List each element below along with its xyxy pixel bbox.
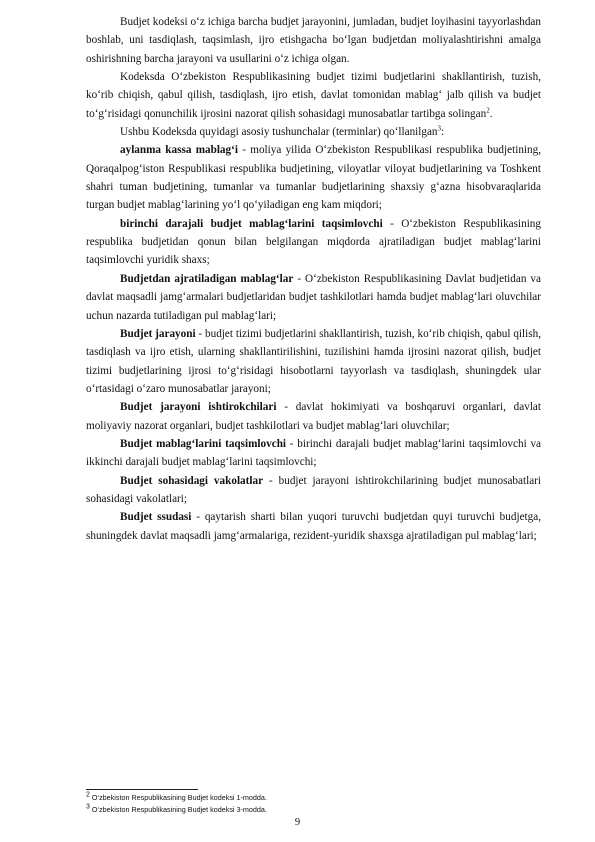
paragraph-text: Kodeksda O‘zbekiston Respublikasining budjet tizimi budjetlarini shakllantirish, tuzish, ko‘rib chiqish, qabul qilish, tasdiqlash, ijro etish, davlat tomonidan mablag‘ jalb qilish va budjet to‘g‘risidagi qonunchilik ijrosini nazorat qilish sohasidagi munosabatlar tartibga solingan [86,71,541,120]
definition-term: Budjet sohasidagi vakolatlar [120,474,264,487]
footnote-divider [86,789,198,790]
footnote-ref[interactable]: 3 [437,124,442,133]
definition-term: Budjet ssudasi [120,511,192,524]
definition-term: birinchi darajali budjet mablag‘larini taqsimlovchi [120,217,383,230]
definition-sohadagi-vakolatlar [86,472,541,509]
paragraph-tail: . [489,107,493,120]
definition-term: Budjet mablag‘larini taqsimlovchi [120,437,287,450]
definition-text: - birinchi darajali budjet mablag‘larini taqsimlovchi va ikkinchi darajali budjet mablag‘larini taqsimlovchi; [86,437,541,469]
definition-text: - O‘zbekiston Respublikasining respublika budjetidan qonun bilan belgilangan miqdorda ajratiladigan budjet mablag‘larini taqsimlovchi yuridik shaxs; [86,217,541,267]
definition-jarayon-ishtirokchilari [86,398,541,435]
footnote-mark: 2 [86,791,90,799]
footnote-2 [86,792,541,804]
footnote-text: O‘zbekiston Respublikasining Budjet kodeksi 3-modda. [89,804,267,814]
paragraph-tail: : [441,126,445,139]
footnote-text: O‘zbekiston Respublikasining Budjet kodeksi 1-modda. [89,793,267,802]
page-number: 9 [294,817,301,828]
definition-text: - O‘zbekiston Respublikasining Davlat budjetidan va davlat maqsadli jamg‘armalari budjetlaridan budjet tashkilotlari hamda budjet mablag‘lari oluvchilar uchun nazarda tutiladigan pul mablag‘lari; [86,272,541,322]
definition-budjetdan-ajratiladigan [86,270,541,325]
footnotes [86,792,541,815]
definition-text: - budjet tizimi budjetlarini shakllantirish, tuzish, ko‘rib chiqish, qabul qilish, tasdiqlash va ijro etish, ularning shakllantirilishini, tuzilishini hamda ijrosini nazorat qilish, budjet tizimi budjetlarining ijrosi to‘g‘risidagi hisobotlarni tayyorlash va tasdiqlash, shuningdek ular o‘rtasidagi o‘zaro munosabatlar jarayoni; [86,327,542,395]
definition-text: - qaytarish sharti bilan yuqori turuvchi budjetdan quyi turuvchi budjetga, shuningdek davlat maqsadli jamg‘armalariga, rezident-yuridik shaxsga ajratiladigan pul mablag‘lari; [86,511,541,542]
paragraph-text: Budjet kodeksi o‘z ichiga barcha budjet jarayonini, jumladan, budjet loyihasini tayyorlashdan boshlab, uni tasdiqlash, taqsimlash, ijro etishgacha bo‘lgan budjetdan moliyalashtirishni amalga oshirishning barcha jarayoni va usullarini o‘z ichiga olgan. [86,16,541,65]
definition-term: Budjet jarayoni ishtirokchilari [120,401,277,414]
definition-budjet-ssudasi [86,508,541,545]
footnote-mark: 3 [86,803,90,811]
definition-aylanma-kassa [86,141,541,214]
definition-birinchi-darajali [86,215,541,270]
paragraph-terms-intro [86,123,541,141]
definition-term: Budjet jarayoni [120,327,196,340]
definition-text: - budjet jarayoni ishtirokchilarining budjet munosabatlari sohasidagi vakolatlari; [86,474,541,505]
definition-text: - moliya yilida O‘zbekiston Respublikasi respublika budjetining, Qoraqalpog‘iston Respublikasi respublika budjetining, viloyatlar viloyat budjetlarining va Toshkent shahri tuman budjetining, tumanlar va tumanlar budjetlarining shaxsiy g‘azna hisobvaraqlarida turgan budjet mablag‘larining yo‘l qo‘yiladigan eng kam miqdori; [86,144,542,212]
definition-text: - davlat hokimiyati va boshqaruvi organlari, davlat moliyaviy nazorat organlari, budjet tashkilotlari va budjet mablag‘lari oluvchilar; [86,401,542,432]
definition-term: aylanma kassa mablag‘i [120,144,238,157]
paragraph-budget-code-scope [86,13,541,68]
definition-budjet-jarayoni [86,325,541,398]
definition-mablag-taqsimlovchi [86,435,541,472]
footnote-3 [86,804,541,816]
body-text [86,13,541,545]
paragraph-code-regulation [86,68,541,123]
definition-term: Budjetdan ajratiladigan mablag‘lar [120,272,294,285]
footnote-ref[interactable]: 2 [486,105,490,114]
paragraph-text: Ushbu Kodeksda quyidagi asosiy tushunchalar (terminlar) qo‘llanilgan [120,126,438,139]
